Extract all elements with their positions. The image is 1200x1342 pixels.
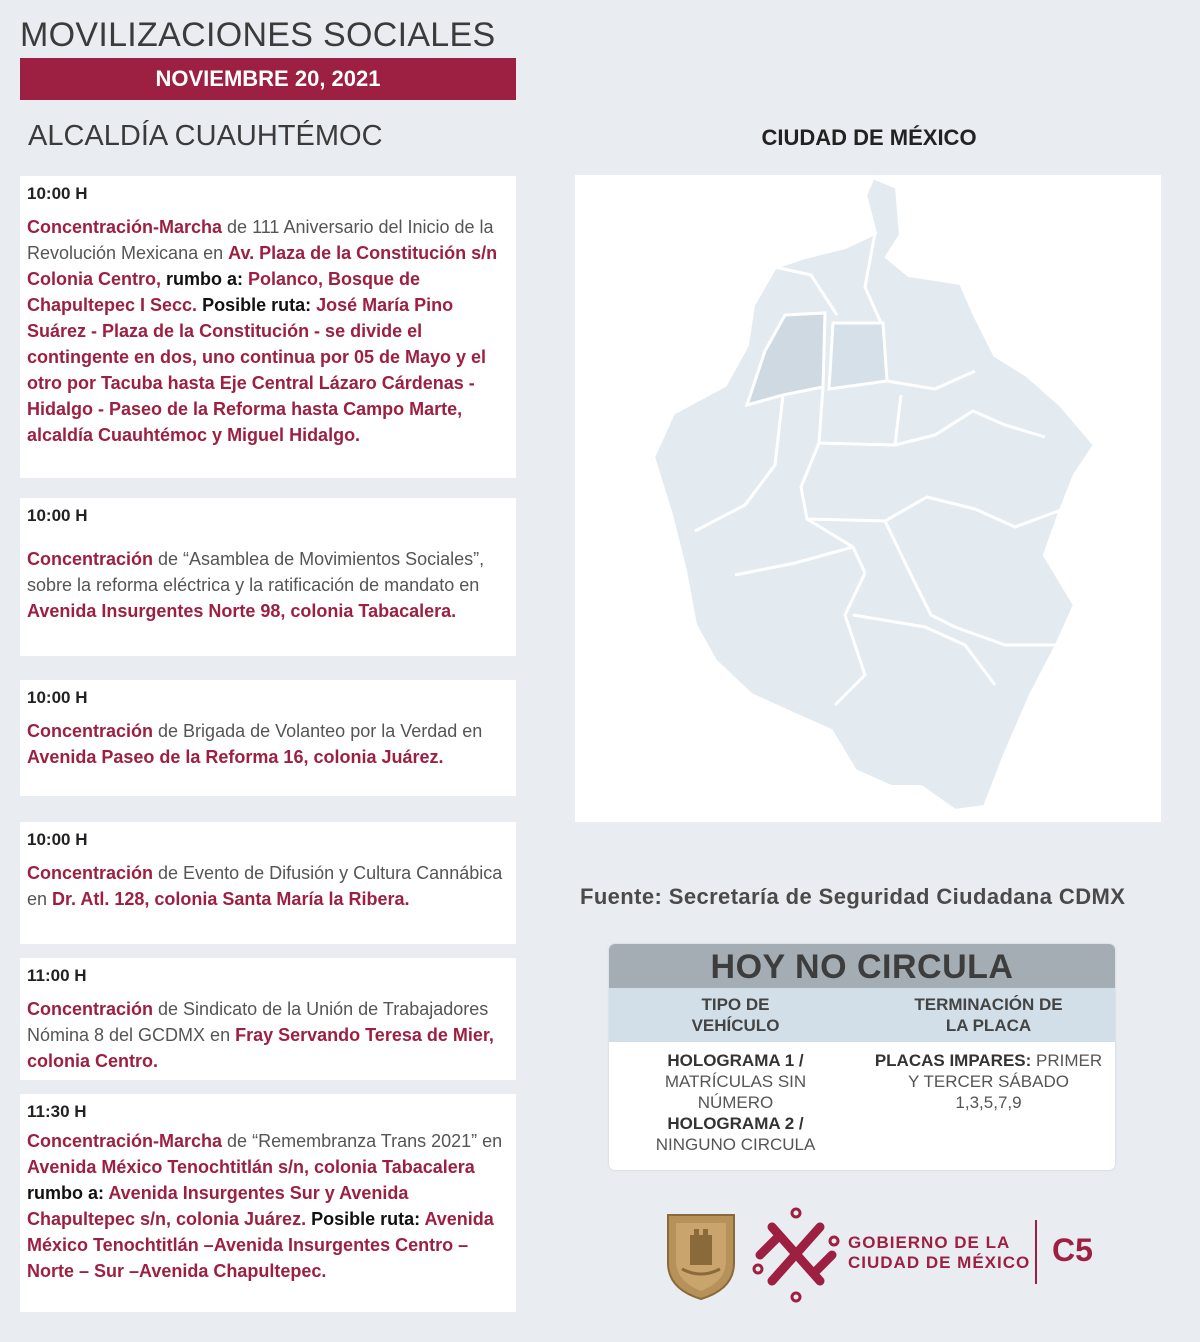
event-text-segment: Dr. Atl. 128, colonia Santa María la Ribera. <box>52 889 410 909</box>
hoy-no-circula-headers <box>609 988 1115 1042</box>
hnc-line: MATRÍCULAS SIN <box>664 1072 807 1091</box>
event-body <box>27 1128 508 1284</box>
event-card <box>20 958 516 1080</box>
event-text-segment: Concentración <box>27 863 154 883</box>
alcaldia-heading: ALCALDÍA CUAUHTÉMOC <box>28 120 383 152</box>
event-text-segment: Fray Servando Teresa de Mier, colonia Centro. <box>27 1025 494 1071</box>
event-text-segment: Posible ruta: <box>197 295 317 315</box>
vehiculo-column <box>609 1050 862 1155</box>
map-district-highlight <box>829 323 887 389</box>
event-time: 11:30 H <box>27 1102 87 1121</box>
footer-separator <box>1035 1220 1037 1284</box>
event-text-segment: Avenida México Tenochtitlán –Avenida Insurgentes Centro – Norte – Sur –Avenida Chapultepec. <box>27 1209 494 1281</box>
cdmx-government-logo-icon <box>754 1209 838 1301</box>
event-text-segment: de “Asamblea de Movimientos Sociales”, sobre la reforma eléctrica y la ratificación de mandato en <box>27 549 485 595</box>
event-text-segment: de Sindicato de la Unión de Trabajadores Nómina 8 del GCDMX en <box>27 999 489 1045</box>
event-time: 10:00 H <box>27 506 88 525</box>
hoy-no-circula-title: HOY NO CIRCULA <box>609 944 1115 988</box>
event-time: 11:00 H <box>27 966 87 985</box>
map-title: CIUDAD DE MÉXICO <box>761 125 977 150</box>
hnc-line: 1,3,5,7,9 <box>955 1093 1022 1112</box>
event-text-segment: rumbo a: <box>161 269 249 289</box>
event-body <box>27 860 508 912</box>
event-card <box>20 822 516 944</box>
event-text-segment: Concentración-Marcha <box>27 1131 223 1151</box>
event-text-segment: de 111 Aniversario del Inicio de la Revolución Mexicana en <box>27 217 494 263</box>
gobierno-cdmx-text: GOBIERNO DE LA CIUDAD DE MÉXICO <box>848 1233 1031 1272</box>
cdmx-map-svg <box>575 175 1161 822</box>
hnc-line: PLACAS IMPARES: PRIMER <box>874 1051 1103 1070</box>
c5-logo: C5 <box>1052 1232 1093 1268</box>
hnc-line: HOLOGRAMA 2 / <box>667 1114 804 1133</box>
event-text-segment: Avenida Insurgentes Norte 98, colonia Tabacalera. <box>27 601 457 621</box>
event-time: 10:00 H <box>27 830 88 849</box>
event-text-segment: Concentración <box>27 999 154 1019</box>
event-time: 10:00 H <box>27 688 88 707</box>
event-text-segment: de Evento de Difusión y Cultura Cannábica en <box>27 863 503 909</box>
event-text-segment: Polanco, Bosque de Chapultepec I Secc. <box>27 269 421 315</box>
cdmx-coat-of-arms-icon <box>668 1215 734 1299</box>
hnc-line: NÚMERO <box>697 1093 774 1112</box>
event-card <box>20 680 516 796</box>
event-card <box>20 1094 516 1312</box>
hnc-line: NINGUNO CIRCULA <box>655 1135 816 1154</box>
hoy-no-circula-body <box>609 1042 1115 1155</box>
cdmx-map <box>575 175 1161 822</box>
page-title: MOVILIZACIONES SOCIALES <box>20 16 496 54</box>
event-body <box>27 718 508 770</box>
map-outline <box>653 177 1095 811</box>
event-text-segment: Avenida México Tenochtitlán s/n, colonia Tabacalera <box>27 1157 475 1177</box>
event-text-segment: Posible ruta: <box>306 1209 425 1229</box>
event-text-segment: José María Pino Suárez - Plaza de la Constitución - se divide el contingente en dos, uno continua por 05 de Mayo y el otro por Tacuba hasta Eje Central Lázaro Cárdenas - Hidalgo - Paseo de la Reforma hasta Campo Marte, alcaldía Cuauhtémoc y Miguel Hidalgo. <box>27 295 487 445</box>
event-text-segment: Avenida Insurgentes Sur y Avenida Chapultepec s/n, colonia Juárez. <box>27 1183 409 1229</box>
source-note: Fuente: Secretaría de Seguridad Ciudadana CDMX <box>580 884 1126 909</box>
event-body <box>27 546 508 624</box>
event-text-segment: Avenida Paseo de la Reforma 16, colonia Juárez. <box>27 747 444 767</box>
event-body <box>27 996 508 1074</box>
event-text-segment: de Brigada de Volanteo por la Verdad en <box>153 721 483 741</box>
event-text-segment: Concentración <box>27 549 154 569</box>
hnc-line: Y TERCER SÁBADO <box>908 1072 1069 1091</box>
event-text-segment: de “Remembranza Trans 2021” en <box>222 1131 503 1151</box>
col-header-vehiculo: TIPO DE VEHÍCULO <box>691 995 780 1035</box>
event-text-segment: rumbo a: <box>27 1183 109 1203</box>
col-header-placa: TERMINACIÓN DE LA PLACA <box>914 995 1063 1035</box>
hnc-line: HOLOGRAMA 1 / <box>667 1051 804 1070</box>
placa-column <box>862 1050 1115 1155</box>
event-body <box>27 214 508 448</box>
hoy-no-circula-card <box>609 944 1115 1170</box>
date-banner: NOVIEMBRE 20, 2021 <box>20 58 516 100</box>
event-card <box>20 176 516 478</box>
event-time: 10:00 H <box>27 184 88 203</box>
event-text-segment: Av. Plaza de la Constitución s/n Colonia Centro, <box>27 243 498 289</box>
event-card <box>20 498 516 656</box>
event-text-segment: Concentración <box>27 721 154 741</box>
event-text-segment: Concentración-Marcha <box>27 217 223 237</box>
